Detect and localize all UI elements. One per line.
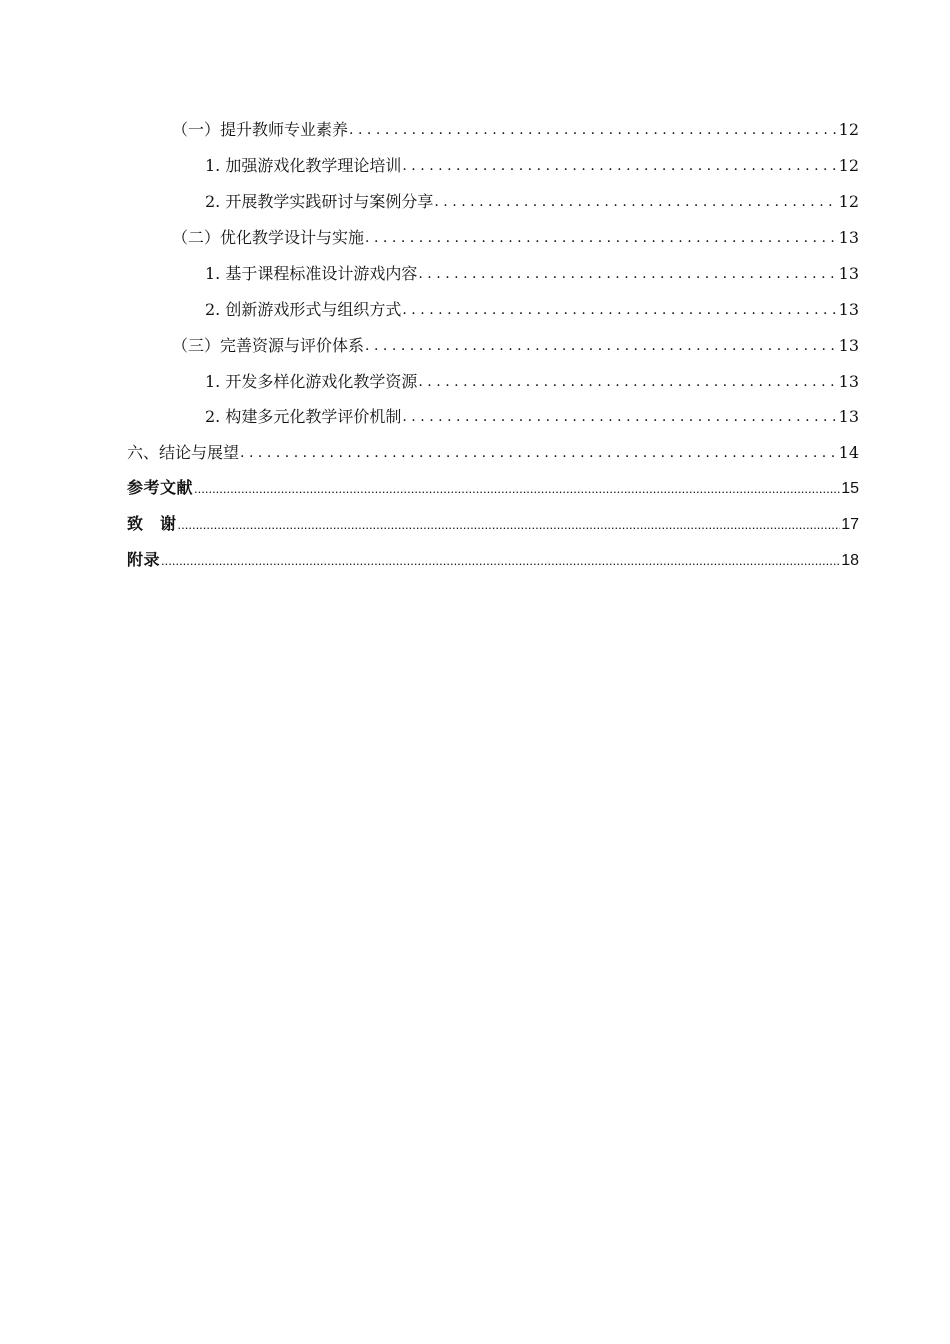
toc-entry-title: （一）提升教师专业素养 xyxy=(172,120,349,139)
toc-entry[interactable] xyxy=(172,116,859,140)
toc-dot-leader xyxy=(402,156,837,176)
toc-entry-title: 六、结论与展望 xyxy=(127,443,240,462)
toc-entry-page: 15 xyxy=(841,480,859,497)
toc-entry[interactable] xyxy=(205,403,859,427)
toc-dot-leader xyxy=(418,264,837,284)
toc-entry-page: 18 xyxy=(841,552,859,569)
toc-entry-page: 13 xyxy=(838,336,859,355)
toc-entry[interactable] xyxy=(205,368,859,392)
toc-entry-page: 13 xyxy=(838,300,859,319)
toc-entry-page: 17 xyxy=(841,516,859,533)
toc-entry-title: 2. 构建多元化教学评价机制 xyxy=(205,407,402,426)
toc-entry-title: 附录 xyxy=(127,552,161,569)
toc-entry-page: 13 xyxy=(838,407,859,426)
toc-entry-title: 1. 开发多样化游戏化教学资源 xyxy=(205,372,418,391)
toc-entry[interactable] xyxy=(127,547,859,571)
toc-entry[interactable] xyxy=(172,224,859,248)
toc-dot-leader xyxy=(402,300,837,320)
toc-entry-page: 12 xyxy=(838,192,859,211)
toc-entry[interactable] xyxy=(205,188,859,212)
toc-entry[interactable] xyxy=(205,152,859,176)
toc-dot-leader xyxy=(365,336,838,356)
toc-entry[interactable] xyxy=(127,475,859,499)
toc-dot-leader xyxy=(402,407,837,427)
toc-entry-page: 13 xyxy=(838,264,859,283)
toc-entry-title: （二）优化教学设计与实施 xyxy=(172,228,365,247)
toc-dot-leader xyxy=(434,192,837,212)
toc-entry[interactable] xyxy=(127,511,859,535)
toc-dot-leader xyxy=(161,551,840,571)
toc-dot-leader xyxy=(240,443,838,463)
toc-entry[interactable] xyxy=(205,260,859,284)
toc-entry-title: 2. 创新游戏形式与组织方式 xyxy=(205,300,402,319)
toc-dot-leader xyxy=(178,515,841,535)
toc-dot-leader xyxy=(349,120,838,140)
toc-entry-page: 13 xyxy=(838,228,859,247)
toc-entry-title: 2. 开展教学实践研讨与案例分享 xyxy=(205,192,434,211)
toc-entry-title: （三）完善资源与评价体系 xyxy=(172,336,365,355)
toc-entry-title: 1. 基于课程标准设计游戏内容 xyxy=(205,264,418,283)
toc-entry[interactable] xyxy=(127,439,859,463)
toc-entry-page: 12 xyxy=(838,120,859,139)
toc-entry-page: 14 xyxy=(838,443,859,462)
toc-dot-leader xyxy=(418,372,837,392)
toc-dot-leader xyxy=(365,228,838,248)
toc-entry-page: 12 xyxy=(838,156,859,175)
toc-entry-title: 致 谢 xyxy=(127,516,177,533)
toc-dot-leader xyxy=(194,479,840,499)
toc-entry-page: 13 xyxy=(838,372,859,391)
toc-entry-title: 1. 加强游戏化教学理论培训 xyxy=(205,156,402,175)
toc-entry-title: 参考文献 xyxy=(127,480,194,497)
toc-entry[interactable] xyxy=(205,296,859,320)
toc-entry[interactable] xyxy=(172,332,859,356)
